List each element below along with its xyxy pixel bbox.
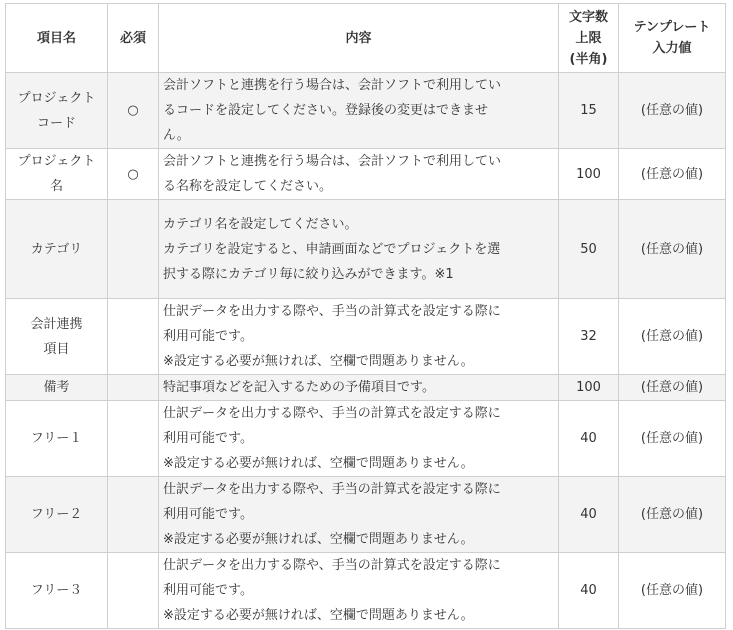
item-name-cell xyxy=(6,401,108,477)
item-name-line: フリー２ xyxy=(30,507,83,522)
max-chars-cell: 40 xyxy=(559,553,619,629)
max-chars-cell: 40 xyxy=(559,401,619,477)
max-chars-cell: 100 xyxy=(559,149,619,200)
header-content: 内容 xyxy=(159,4,559,73)
content-cell xyxy=(159,149,559,200)
content-line: 利用可能です。 xyxy=(163,583,253,598)
header-max-chars-line: 文字数 xyxy=(568,9,608,25)
content-line: カテゴリを設定すると、申請画面などでプロジェクトを選 xyxy=(163,241,501,257)
content-cell xyxy=(159,73,559,149)
content-line: ん。 xyxy=(163,128,190,143)
item-name-line: フリー１ xyxy=(30,431,83,446)
content-cell xyxy=(159,553,559,629)
item-name-line: プロジェクト xyxy=(17,90,96,106)
required-cell: ○ xyxy=(108,149,159,200)
item-name-cell xyxy=(6,299,108,375)
template-value-cell: (任意の値) xyxy=(619,200,726,299)
field-spec-table xyxy=(5,3,726,629)
template-value-cell: (任意の値) xyxy=(619,553,726,629)
max-chars-cell: 15 xyxy=(559,73,619,149)
item-name-line: 項目 xyxy=(43,341,70,357)
template-value-cell: (任意の値) xyxy=(619,73,726,149)
item-name-line: プロジェクト xyxy=(17,154,96,169)
table-row xyxy=(6,200,726,299)
content-cell xyxy=(159,477,559,553)
required-cell xyxy=(108,375,159,401)
content-line: 特記事項などを記入するための予備項目です。 xyxy=(163,380,435,395)
header-template-line: 入力値 xyxy=(652,41,692,56)
required-cell xyxy=(108,299,159,375)
header-max-chars-line: 上限 xyxy=(575,30,602,46)
table-container xyxy=(5,3,726,629)
max-chars-cell: 40 xyxy=(559,477,619,553)
item-name-line: 会計連携 xyxy=(30,316,83,332)
item-name-cell xyxy=(6,149,108,200)
table-row xyxy=(6,299,726,375)
content-cell xyxy=(159,200,559,299)
item-name-line: コード xyxy=(36,115,76,131)
content-line: 仕訳データを出力する際や、手当の計算式を設定する際に xyxy=(163,304,501,319)
required-cell xyxy=(108,553,159,629)
content-line: 仕訳データを出力する際や、手当の計算式を設定する際に xyxy=(163,406,501,421)
content-line: 利用可能です。 xyxy=(163,329,253,344)
required-cell xyxy=(108,477,159,553)
item-name-cell xyxy=(6,375,108,401)
item-name-line: 備考 xyxy=(43,380,70,395)
content-line: る名称を設定してください。 xyxy=(163,179,333,194)
template-value-cell: (任意の値) xyxy=(619,401,726,477)
header-row xyxy=(6,4,726,73)
item-name-cell xyxy=(6,477,108,553)
content-line: 仕訳データを出力する際や、手当の計算式を設定する際に xyxy=(163,558,501,573)
table-row xyxy=(6,553,726,629)
header-max-chars-line: (半角) xyxy=(569,51,608,67)
content-line: ※設定する必要が無ければ、空欄で問題ありません。 xyxy=(163,608,474,623)
header-template-line: テンプレート xyxy=(633,20,711,35)
content-line: ※設定する必要が無ければ、空欄で問題ありません。 xyxy=(163,456,474,471)
content-line: 会計ソフトと連携を行う場合は、会計ソフトで利用してい xyxy=(163,78,502,93)
template-value-cell: (任意の値) xyxy=(619,477,726,553)
content-line: ※設定する必要が無ければ、空欄で問題ありません。 xyxy=(163,354,474,369)
content-cell xyxy=(159,375,559,401)
table-row xyxy=(6,149,726,200)
required-cell xyxy=(108,200,159,299)
max-chars-cell: 50 xyxy=(559,200,619,299)
header-item-name: 項目名 xyxy=(6,4,108,73)
content-line: 会計ソフトと連携を行う場合は、会計ソフトで利用してい xyxy=(163,154,502,169)
required-cell xyxy=(108,401,159,477)
item-name-line: 名 xyxy=(49,179,63,194)
template-value-cell: (任意の値) xyxy=(619,299,726,375)
header-required: 必須 xyxy=(108,4,159,73)
content-cell xyxy=(159,401,559,477)
table-row xyxy=(6,73,726,149)
table-row xyxy=(6,401,726,477)
content-line: 仕訳データを出力する際や、手当の計算式を設定する際に xyxy=(163,482,501,497)
content-line: 利用可能です。 xyxy=(163,507,253,522)
item-name-cell xyxy=(6,73,108,149)
content-line: 利用可能です。 xyxy=(163,431,253,446)
table-row xyxy=(6,477,726,553)
template-value-cell: (任意の値) xyxy=(619,149,726,200)
table-row xyxy=(6,375,726,401)
content-cell xyxy=(159,299,559,375)
item-name-line: カテゴリ xyxy=(30,241,83,257)
header-max-chars xyxy=(559,4,619,73)
template-value-cell: (任意の値) xyxy=(619,375,726,401)
content-line: 択する際にカテゴリ毎に絞り込みができます。※1 xyxy=(163,266,454,282)
item-name-cell xyxy=(6,200,108,299)
content-line: るコードを設定してください。登録後の変更はできませ xyxy=(163,103,489,118)
content-line: カテゴリ名を設定してください。 xyxy=(163,216,358,232)
item-name-line: フリー３ xyxy=(30,583,83,598)
header-template-value xyxy=(619,4,726,73)
item-name-cell xyxy=(6,553,108,629)
content-line: ※設定する必要が無ければ、空欄で問題ありません。 xyxy=(163,532,474,547)
max-chars-cell: 100 xyxy=(559,375,619,401)
required-cell: ○ xyxy=(108,73,159,149)
max-chars-cell: 32 xyxy=(559,299,619,375)
